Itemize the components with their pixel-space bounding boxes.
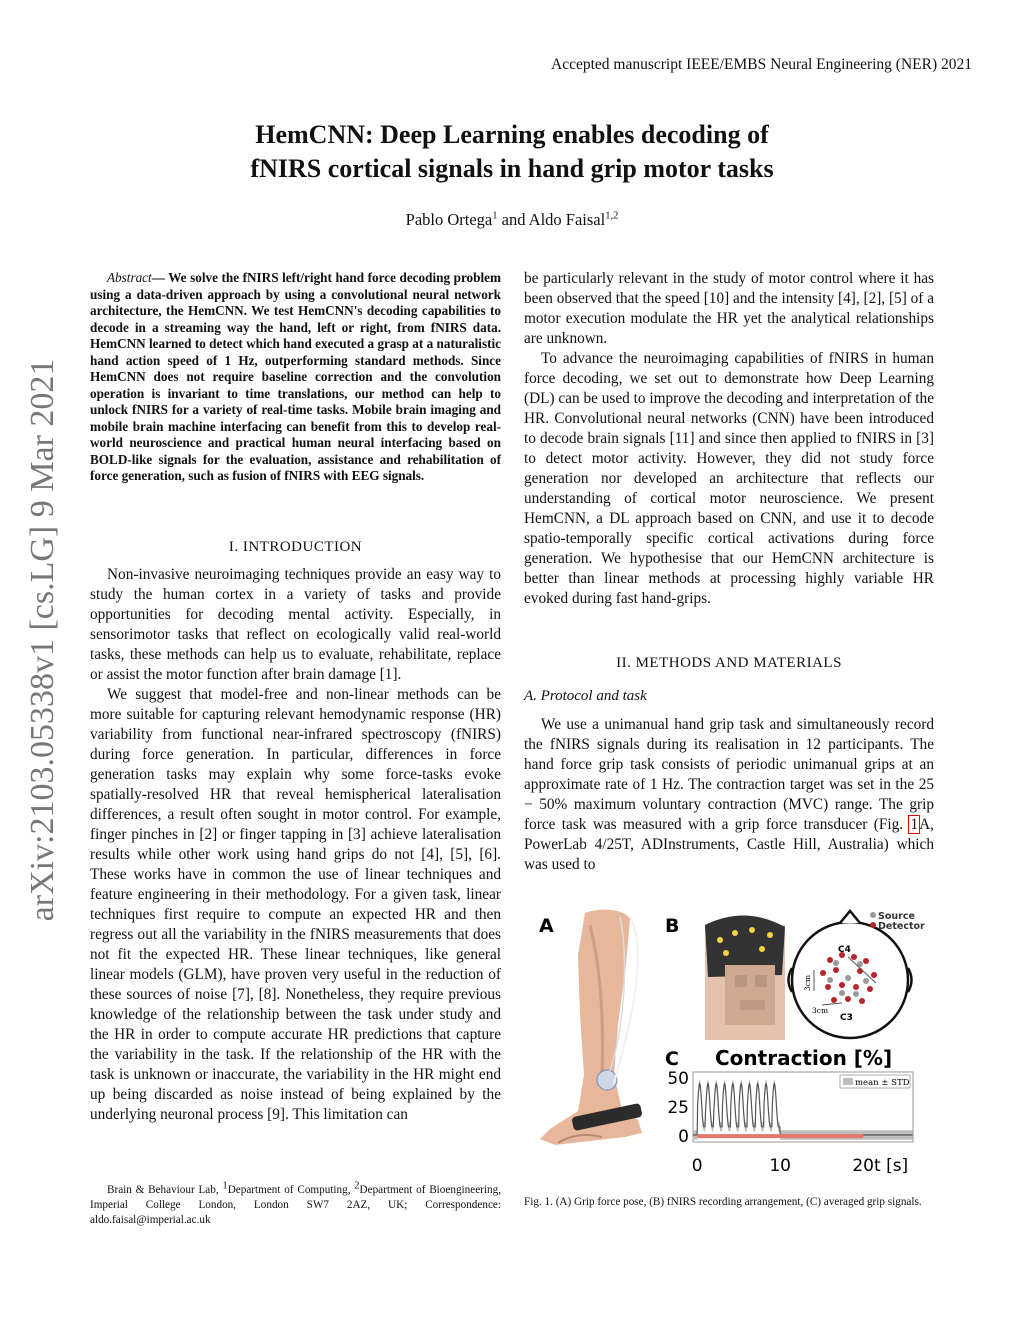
y-tick-label: 25 bbox=[667, 1098, 689, 1118]
source-legend-marker bbox=[870, 912, 876, 918]
abstract-text: We solve the fNIRS left/right hand force decoding problem using a data-driven approach by using a convolutional neural network architecture, the HemCNN. We test HemCNN's decoding capabilities to decode in a streaming way the hand, left or right, from fNIRS data. HemCNN learned to detect which hand executed a grasp at a naturalistic hand action speed of 1 Hz, outperforming standard methods. Since HemCNN does not require baseline correction and the convolution operation is invariant to time translations, our method can help to unlock fNIRS for a variety of real-time tasks. Mobile brain imaging and mobile brain machine interfacing can benefit from this to develop real-world neuroscience and practical human neural interfacing based on BOLD-like signals for the evaluation, assistance and rehabilitation of force generation, such as fusion of fNIRS with EEG signals. bbox=[90, 270, 501, 483]
intro-paragraph-1: Non-invasive neuroimaging techniques provide an easy way to study the human cortex in a variety of tasks and provide opportunities for decoding mental activity. Especially, in sensorimotor tasks that reflect on ecologically valid real-world tasks, these methods can help us to evaluate, rehabilitate, replace or assist the motor function after brain damage [1]. bbox=[90, 566, 501, 683]
figure-caption: Fig. 1. (A) Grip force pose, (B) fNIRS recording arrangement, (C) averaged grip signals. bbox=[524, 1196, 922, 1208]
chart-legend-label: mean ± STD bbox=[855, 1078, 910, 1088]
arm-photo bbox=[540, 910, 643, 1145]
author-1-affil: 1 bbox=[492, 210, 498, 222]
introduction-body bbox=[90, 565, 501, 1125]
right-paragraph-2: To advance the neuroimaging capabilities of fNIRS in human force decoding, we set out to demonstrate how Deep Learning (DL) can be used to improve the decoding and interpretation of the HR. Convolutional neural networks (CNN) have been introduced to decode brain signals [11] and since then applied to fNIRS in [3] to detect motor activity. However, they did not study force generation nor developed an architecture that reflects our understanding of cortical motor neuroscience. We present HemCNN, a DL approach based on CNN, and use it to decode spatio-temporally specific cortical activations during force generation. We hypothesise that our HemCNN architecture is better than linear methods at processing highly variable HR evoked during fast hand-grips. bbox=[524, 350, 934, 607]
panel-label-a: A bbox=[539, 915, 554, 937]
dimension-horizontal: 3cm bbox=[812, 1006, 829, 1015]
y-tick-label: 50 bbox=[667, 1068, 689, 1089]
footnote-sup-2: 2 bbox=[354, 1180, 360, 1192]
detector-legend-marker bbox=[870, 922, 876, 928]
methods-text-b: A, PowerLab 4/25T, ADInstruments, Castle Hill, Australia) which was used to bbox=[524, 816, 934, 873]
title-line-2: fNIRS cortical signals in hand grip motor tasks bbox=[250, 154, 774, 183]
author-2: Aldo Faisal bbox=[528, 210, 606, 229]
abstract bbox=[90, 270, 501, 485]
running-header: Accepted manuscript IEEE/EMBS Neural Engineering (NER) 2021 bbox=[551, 56, 972, 73]
author-conjunction: and bbox=[501, 210, 526, 229]
abstract-dash: — bbox=[151, 270, 165, 285]
c4-label: C4 bbox=[838, 945, 851, 955]
footnote-dept-1: Department of Computing, bbox=[227, 1184, 355, 1196]
figure-reference-link[interactable]: 1 bbox=[910, 816, 919, 833]
authors bbox=[0, 210, 1024, 230]
mean-line bbox=[693, 1084, 913, 1135]
footnote-lab: Brain & Behaviour Lab, bbox=[107, 1184, 223, 1196]
x-axis-label: t [s] bbox=[874, 1156, 909, 1176]
subsection-heading-protocol: A. Protocol and task bbox=[524, 688, 647, 704]
chart-legend-swatch bbox=[843, 1078, 853, 1085]
legend-detector: Detector bbox=[878, 921, 925, 932]
abstract-label: Abstract bbox=[107, 270, 152, 285]
intro-paragraph-2: We suggest that model-free and non-linear methods can be more suitable for capturing relevant hemodynamic response (HR) variability from functional near-infrared spectroscopy (fNIRS) during force generation. In particular, differences in force generation tasks may explain why some force-tasks evoke spatially-resolved HR that reveal hemispherical lateralisation differences, a result often sought in motor control. For example, finger pinches in [2] or finger tapping in [3] achieve lateralisation results while other work using hand grips do not [4], [5], [6]. These works have in common the use of linear techniques and feature engineering in their methodology. For a given task, linear techniques first require to compute an expected HR and then regress out all the variability in the fNIRS measurements that does not fit the expected HR. These linear techniques, like general linear models (GLM), have proven very useful in the reduction of these sources of noise [7], [8]. Nonetheless, they require previous knowledge of the relationship between the task under study and the HR in order to compute accurate HR predictions that capture the variability in the task. If the relationship of the HR with the task is unknown or inaccurate, the variability in the HR might end up being discarded as noise instead of being explained by the underlying neuronal process [9]. This limitation can bbox=[90, 686, 501, 1123]
arxiv-identifier: arXiv:2103.05338v1 [cs.LG] 9 Mar 2021 bbox=[24, 358, 61, 922]
paper-title bbox=[0, 118, 1024, 186]
y-tick-label: 0 bbox=[678, 1127, 689, 1148]
figure-1 bbox=[530, 905, 940, 1185]
c3-label: C3 bbox=[840, 1013, 853, 1023]
panel-label-b: B bbox=[665, 915, 680, 937]
methods-text-a: We use a unimanual hand grip task and simultaneously record the fNIRS signals during its realisation in 12 participants. The hand force grip task consists of periodic unimanual grips at an approximate rate of 1 Hz. The contraction target was set in the 25 − 50% maximum voluntary contraction (MVC) range. The grip force task was measured with a grip force transducer (Fig. bbox=[524, 716, 934, 833]
section-heading-introduction: I. INTRODUCTION bbox=[228, 539, 363, 555]
panel-label-c: C bbox=[665, 1048, 679, 1070]
author-2-affil: 1,2 bbox=[605, 210, 619, 222]
subject-photo bbox=[705, 915, 785, 1040]
right-paragraph-1: be particularly relevant in the study of motor control where it has been observed that the speed [10] and the intensity [4], [2], [5] of a motor execution modulate the HR yet the analytical relationships are unknown. bbox=[524, 270, 934, 347]
title-line-1: HemCNN: Deep Learning enables decoding of bbox=[255, 120, 769, 149]
figure-1-svg bbox=[530, 905, 940, 1185]
x-tick-label: 20 bbox=[852, 1156, 875, 1176]
arxiv-sidebar bbox=[14, 330, 72, 950]
legend-source: Source bbox=[878, 911, 915, 922]
footnote-dept-2: Department of Bioengineering, Imperial College London, London SW7 2AZ, UK; Correspondence: aldo.faisal@imperial.ac.uk bbox=[90, 1184, 501, 1226]
author-1: Pablo Ortega bbox=[405, 210, 493, 229]
x-tick-label: 0 bbox=[691, 1156, 703, 1176]
footnote-sup-1: 1 bbox=[222, 1180, 228, 1192]
x-tick-label: 10 bbox=[769, 1156, 791, 1176]
section-heading-methods: II. METHODS AND MATERIALS bbox=[616, 655, 842, 671]
methods-body bbox=[524, 715, 934, 875]
right-column-body bbox=[524, 269, 934, 609]
affiliation-footnote bbox=[90, 1180, 501, 1228]
chart-title: Contraction [%] bbox=[715, 1046, 893, 1070]
dimension-vertical: 3cm bbox=[803, 974, 812, 991]
